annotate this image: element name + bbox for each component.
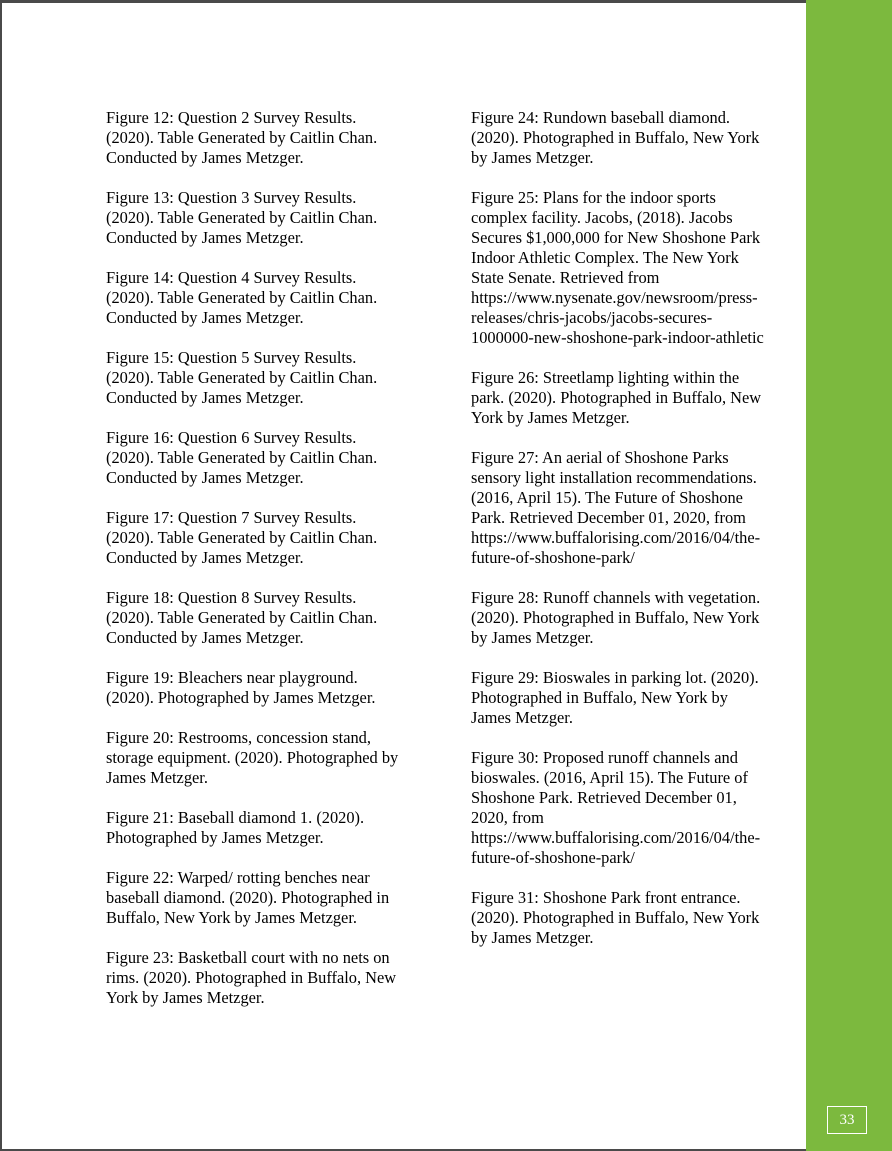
caption-line: James Metzger. [106,768,208,787]
caption-line: Conducted by James Metzger. [106,228,304,247]
caption-line: Figure 26: Streetlamp lighting within the [471,368,740,387]
caption-line: 2020, from [471,808,544,827]
figure-caption [471,368,801,428]
caption-line: Conducted by James Metzger. [106,548,304,567]
caption-line: baseball diamond. (2020). Photographed in [106,888,390,907]
caption-line: Conducted by James Metzger. [106,628,304,647]
right-figure-list [471,108,801,968]
caption-line: Figure 29: Bioswales in parking lot. (2020). [471,668,759,687]
caption-line: https://www.buffalorising.com/2016/04/the- [471,828,761,847]
caption-line: https://www.buffalorising.com/2016/04/the- [471,528,761,547]
caption-line: Figure 30: Proposed runoff channels and [471,748,738,767]
caption-line: (2016, April 15). The Future of Shoshone [471,488,743,507]
caption-line: Figure 15: Question 5 Survey Results. [106,348,357,367]
figure-caption [471,188,801,348]
caption-line: https://www.nysenate.gov/newsroom/press- [471,288,758,307]
caption-line: storage equipment. (2020). Photographed by [106,748,399,767]
figure-caption [106,188,436,248]
caption-line: Shoshone Park. Retrieved December 01, [471,788,737,807]
caption-line: sensory light installation recommendations. [471,468,757,487]
caption-line: (2020). Photographed by James Metzger. [106,688,376,707]
caption-line: Indoor Athletic Complex. The New York [471,248,739,267]
caption-line: bioswales. (2016, April 15). The Future of [471,768,748,787]
caption-line: rims. (2020). Photographed in Buffalo, New [106,968,397,987]
caption-line: Figure 14: Question 4 Survey Results. [106,268,357,287]
caption-line: (2020). Table Generated by Caitlin Chan. [106,448,378,467]
caption-line: by James Metzger. [471,628,594,647]
caption-line: Figure 23: Basketball court with no nets on [106,948,390,967]
caption-line: by James Metzger. [471,928,594,947]
caption-line: complex facility. Jacobs, (2018). Jacobs [471,208,733,227]
caption-line: Figure 21: Baseball diamond 1. (2020). [106,808,365,827]
figure-caption [106,868,436,928]
caption-line: (2020). Table Generated by Caitlin Chan. [106,528,378,547]
caption-line: (2020). Table Generated by Caitlin Chan. [106,608,378,627]
figure-caption [106,268,436,328]
figure-caption [471,448,801,568]
figure-caption [106,588,436,648]
caption-line: Photographed in Buffalo, New York by [471,688,728,707]
caption-line: Figure 24: Rundown baseball diamond. [471,108,731,127]
figure-caption [106,428,436,488]
caption-line: Conducted by James Metzger. [106,308,304,327]
caption-line: Figure 27: An aerial of Shoshone Parks [471,448,729,467]
caption-line: York by James Metzger. [106,988,265,1007]
caption-line: (2020). Photographed in Buffalo, New York [471,908,760,927]
caption-line: (2020). Photographed in Buffalo, New York [471,608,760,627]
caption-line: Figure 12: Question 2 Survey Results. [106,108,357,127]
figure-caption [471,668,801,728]
side-accent-band [806,0,892,1151]
caption-line: Conducted by James Metzger. [106,388,304,407]
left-figure-list [106,108,436,1028]
caption-line: Figure 20: Restrooms, concession stand, [106,728,371,747]
caption-line: Park. Retrieved December 01, 2020, from [471,508,746,527]
caption-line: future-of-shoshone-park/ [471,848,635,867]
caption-line: (2020). Table Generated by Caitlin Chan. [106,368,378,387]
caption-line: Photographed by James Metzger. [106,828,324,847]
caption-line: (2020). Table Generated by Caitlin Chan. [106,208,378,227]
figure-caption [106,108,436,168]
figure-caption [106,668,436,708]
figure-caption [471,588,801,648]
figure-caption [471,108,801,168]
caption-line: Figure 22: Warped/ rotting benches near [106,868,370,887]
caption-line: Figure 25: Plans for the indoor sports [471,188,716,207]
caption-line: Figure 16: Question 6 Survey Results. [106,428,357,447]
caption-line: (2020). Table Generated by Caitlin Chan. [106,288,378,307]
caption-line: future-of-shoshone-park/ [471,548,635,567]
figure-caption [471,748,801,868]
caption-line: Conducted by James Metzger. [106,148,304,167]
caption-line: Buffalo, New York by James Metzger. [106,908,357,927]
caption-line: Figure 31: Shoshone Park front entrance. [471,888,741,907]
caption-line: James Metzger. [471,708,573,727]
caption-line: by James Metzger. [471,148,594,167]
caption-line: York by James Metzger. [471,408,630,427]
caption-line: Figure 17: Question 7 Survey Results. [106,508,357,527]
caption-line: Secures $1,000,000 for New Shoshone Park [471,228,761,247]
caption-line: (2020). Photographed in Buffalo, New York [471,128,760,147]
caption-line: Figure 28: Runoff channels with vegetation. [471,588,761,607]
figure-caption [106,808,436,848]
caption-line: 1000000-new-shoshone-park-indoor-athletic [471,328,764,347]
figure-caption [106,508,436,568]
figure-caption [106,948,436,1008]
caption-line: releases/chris-jacobs/jacobs-secures- [471,308,713,327]
caption-line: Figure 19: Bleachers near playground. [106,668,358,687]
figure-caption [471,888,801,948]
caption-line: Conducted by James Metzger. [106,468,304,487]
caption-line: State Senate. Retrieved from [471,268,660,287]
caption-line: Figure 13: Question 3 Survey Results. [106,188,357,207]
caption-line: (2020). Table Generated by Caitlin Chan. [106,128,378,147]
figure-caption [106,728,436,788]
figure-caption [106,348,436,408]
page-number: 33 [827,1106,867,1134]
caption-line: park. (2020). Photographed in Buffalo, New [471,388,762,407]
caption-line: Figure 18: Question 8 Survey Results. [106,588,357,607]
